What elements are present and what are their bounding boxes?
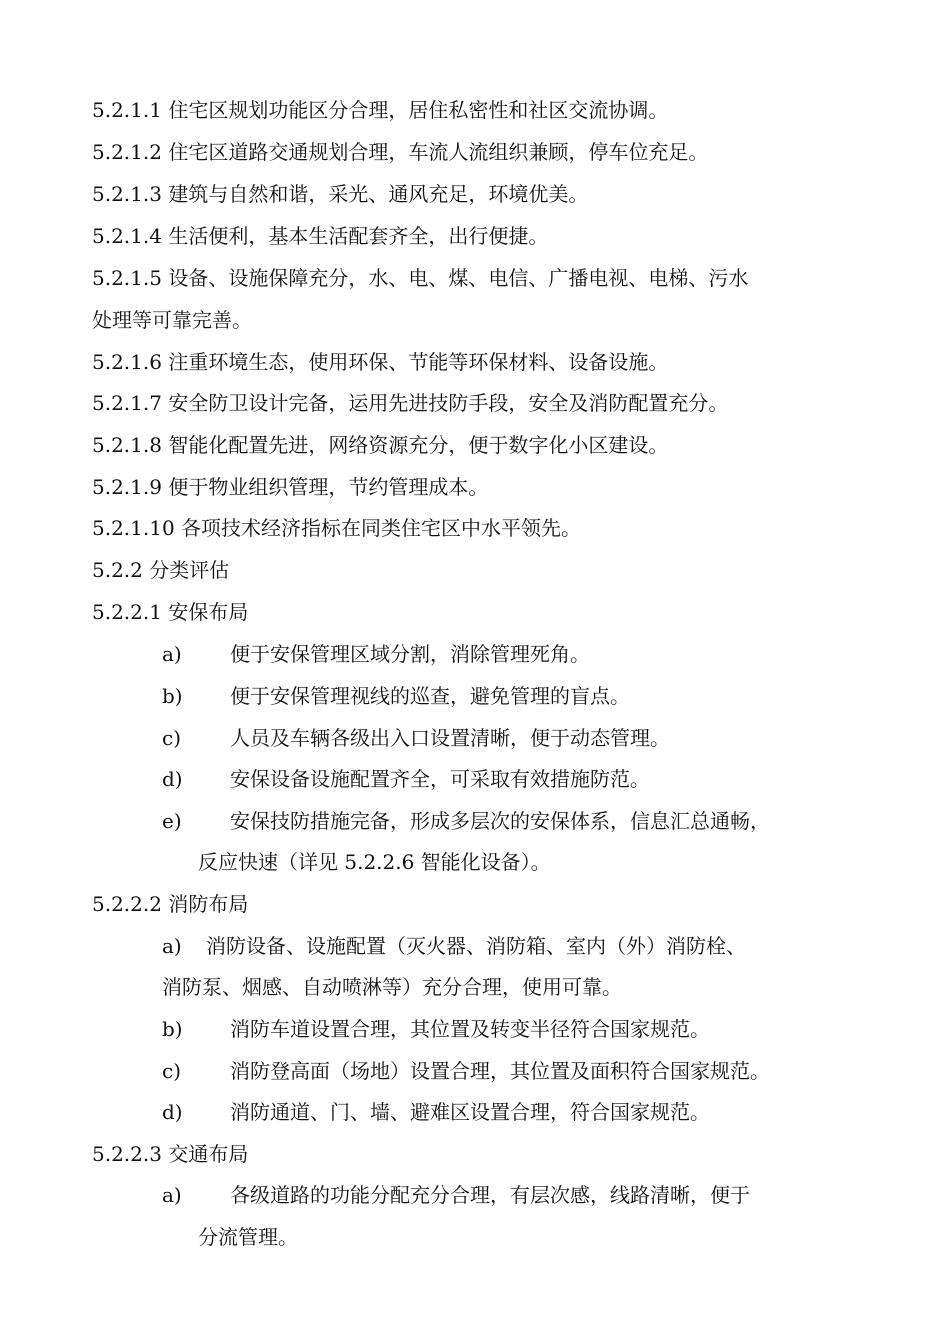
list-item-label: a): [162, 642, 182, 666]
list-item-label: c): [162, 1059, 182, 1083]
list-item-continuation: 反应快速（详见 5.2.2.6 智能化设备）。: [198, 850, 551, 874]
list-item: [162, 724, 670, 752]
clause-5-2-1-4: 5.2.1.4 生活便利，基本生活配套齐全，出行便捷。: [92, 224, 549, 248]
list-item-text: 便于安保管理视线的巡查，避免管理的盲点。: [230, 684, 630, 708]
clause-5-2-1-5-cont: 处理等可靠完善。: [92, 308, 252, 332]
clause-5-2-1-6: 5.2.1.6 注重环境生态，使用环保、节能等环保材料、设备设施。: [92, 350, 669, 374]
heading-5-2-2-2: 5.2.2.2 消防布局: [92, 892, 249, 916]
heading-5-2-2-3: 5.2.2.3 交通布局: [92, 1142, 249, 1166]
clause-5-2-1-3: 5.2.1.3 建筑与自然和谐，采光、通风充足，环境优美。: [92, 182, 589, 206]
clause-5-2-1-7: 5.2.1.7 安全防卫设计完备，运用先进技防手段，安全及消防配置充分。: [92, 391, 729, 415]
list-item: [162, 682, 630, 710]
list-item: [162, 1057, 770, 1085]
clause-5-2-1-1: 5.2.1.1 住宅区规划功能区分合理，居住私密性和社区交流协调。: [92, 98, 669, 122]
clause-5-2-1-2: 5.2.1.2 住宅区道路交通规划合理，车流人流组织兼顾，停车位充足。: [92, 140, 709, 164]
list-item-text: 消防登高面（场地）设置合理，其位置及面积符合国家规范。: [230, 1059, 770, 1083]
list-item-text: 人员及车辆各级出入口设置清晰，便于动态管理。: [230, 726, 670, 750]
list-item: [162, 640, 590, 668]
heading-5-2-2: 5.2.2 分类评估: [92, 558, 230, 582]
clause-5-2-1-5: 5.2.1.5 设备、设施保障充分，水、电、煤、电信、广播电视、电梯、污水: [92, 266, 749, 290]
list-item-label: d): [162, 767, 183, 791]
clause-5-2-1-9: 5.2.1.9 便于物业组织管理，节约管理成本。: [92, 475, 489, 499]
clause-5-2-1-8: 5.2.1.8 智能化配置先进，网络资源充分，便于数字化小区建设。: [92, 433, 669, 457]
list-item: [162, 1098, 710, 1126]
list-item-label: e): [162, 809, 182, 833]
list-item-label: d): [162, 1100, 183, 1124]
list-item-label: c): [162, 726, 182, 750]
list-item-label: b): [162, 1017, 183, 1041]
list-item: [162, 765, 650, 793]
list-item-text: 各级道路的功能分配充分合理，有层次感，线路清晰，便于: [230, 1183, 750, 1207]
list-item-label: a): [162, 1183, 182, 1207]
list-item: [162, 1181, 750, 1209]
list-item-text: 便于安保管理区域分割，消除管理死角。: [230, 642, 590, 666]
heading-5-2-2-1: 5.2.2.1 安保布局: [92, 600, 249, 624]
list-item-continuation: 分流管理。: [198, 1225, 298, 1249]
list-item-text: 消防车道设置合理，其位置及转变半径符合国家规范。: [230, 1017, 710, 1041]
list-item-text: 消防通道、门、墙、避难区设置合理，符合国家规范。: [230, 1100, 710, 1124]
list-item-text: 安保技防措施完备，形成多层次的安保体系，信息汇总通畅，: [230, 809, 770, 833]
clause-5-2-1-10: 5.2.1.10 各项技术经济指标在同类住宅区中水平领先。: [92, 516, 582, 540]
list-item-text: 消防设备、设施配置（灭火器、消防箱、室内（外）消防栓、: [206, 934, 746, 958]
list-item-label: a): [162, 934, 182, 958]
list-item: [162, 932, 746, 960]
list-item-text: 安保设备设施配置齐全，可采取有效措施防范。: [230, 767, 650, 791]
list-item: [162, 807, 770, 835]
list-item-label: b): [162, 684, 183, 708]
list-item: [162, 1015, 710, 1043]
list-item-continuation: 消防泵、烟感、自动喷淋等）充分合理，使用可靠。: [162, 975, 622, 999]
